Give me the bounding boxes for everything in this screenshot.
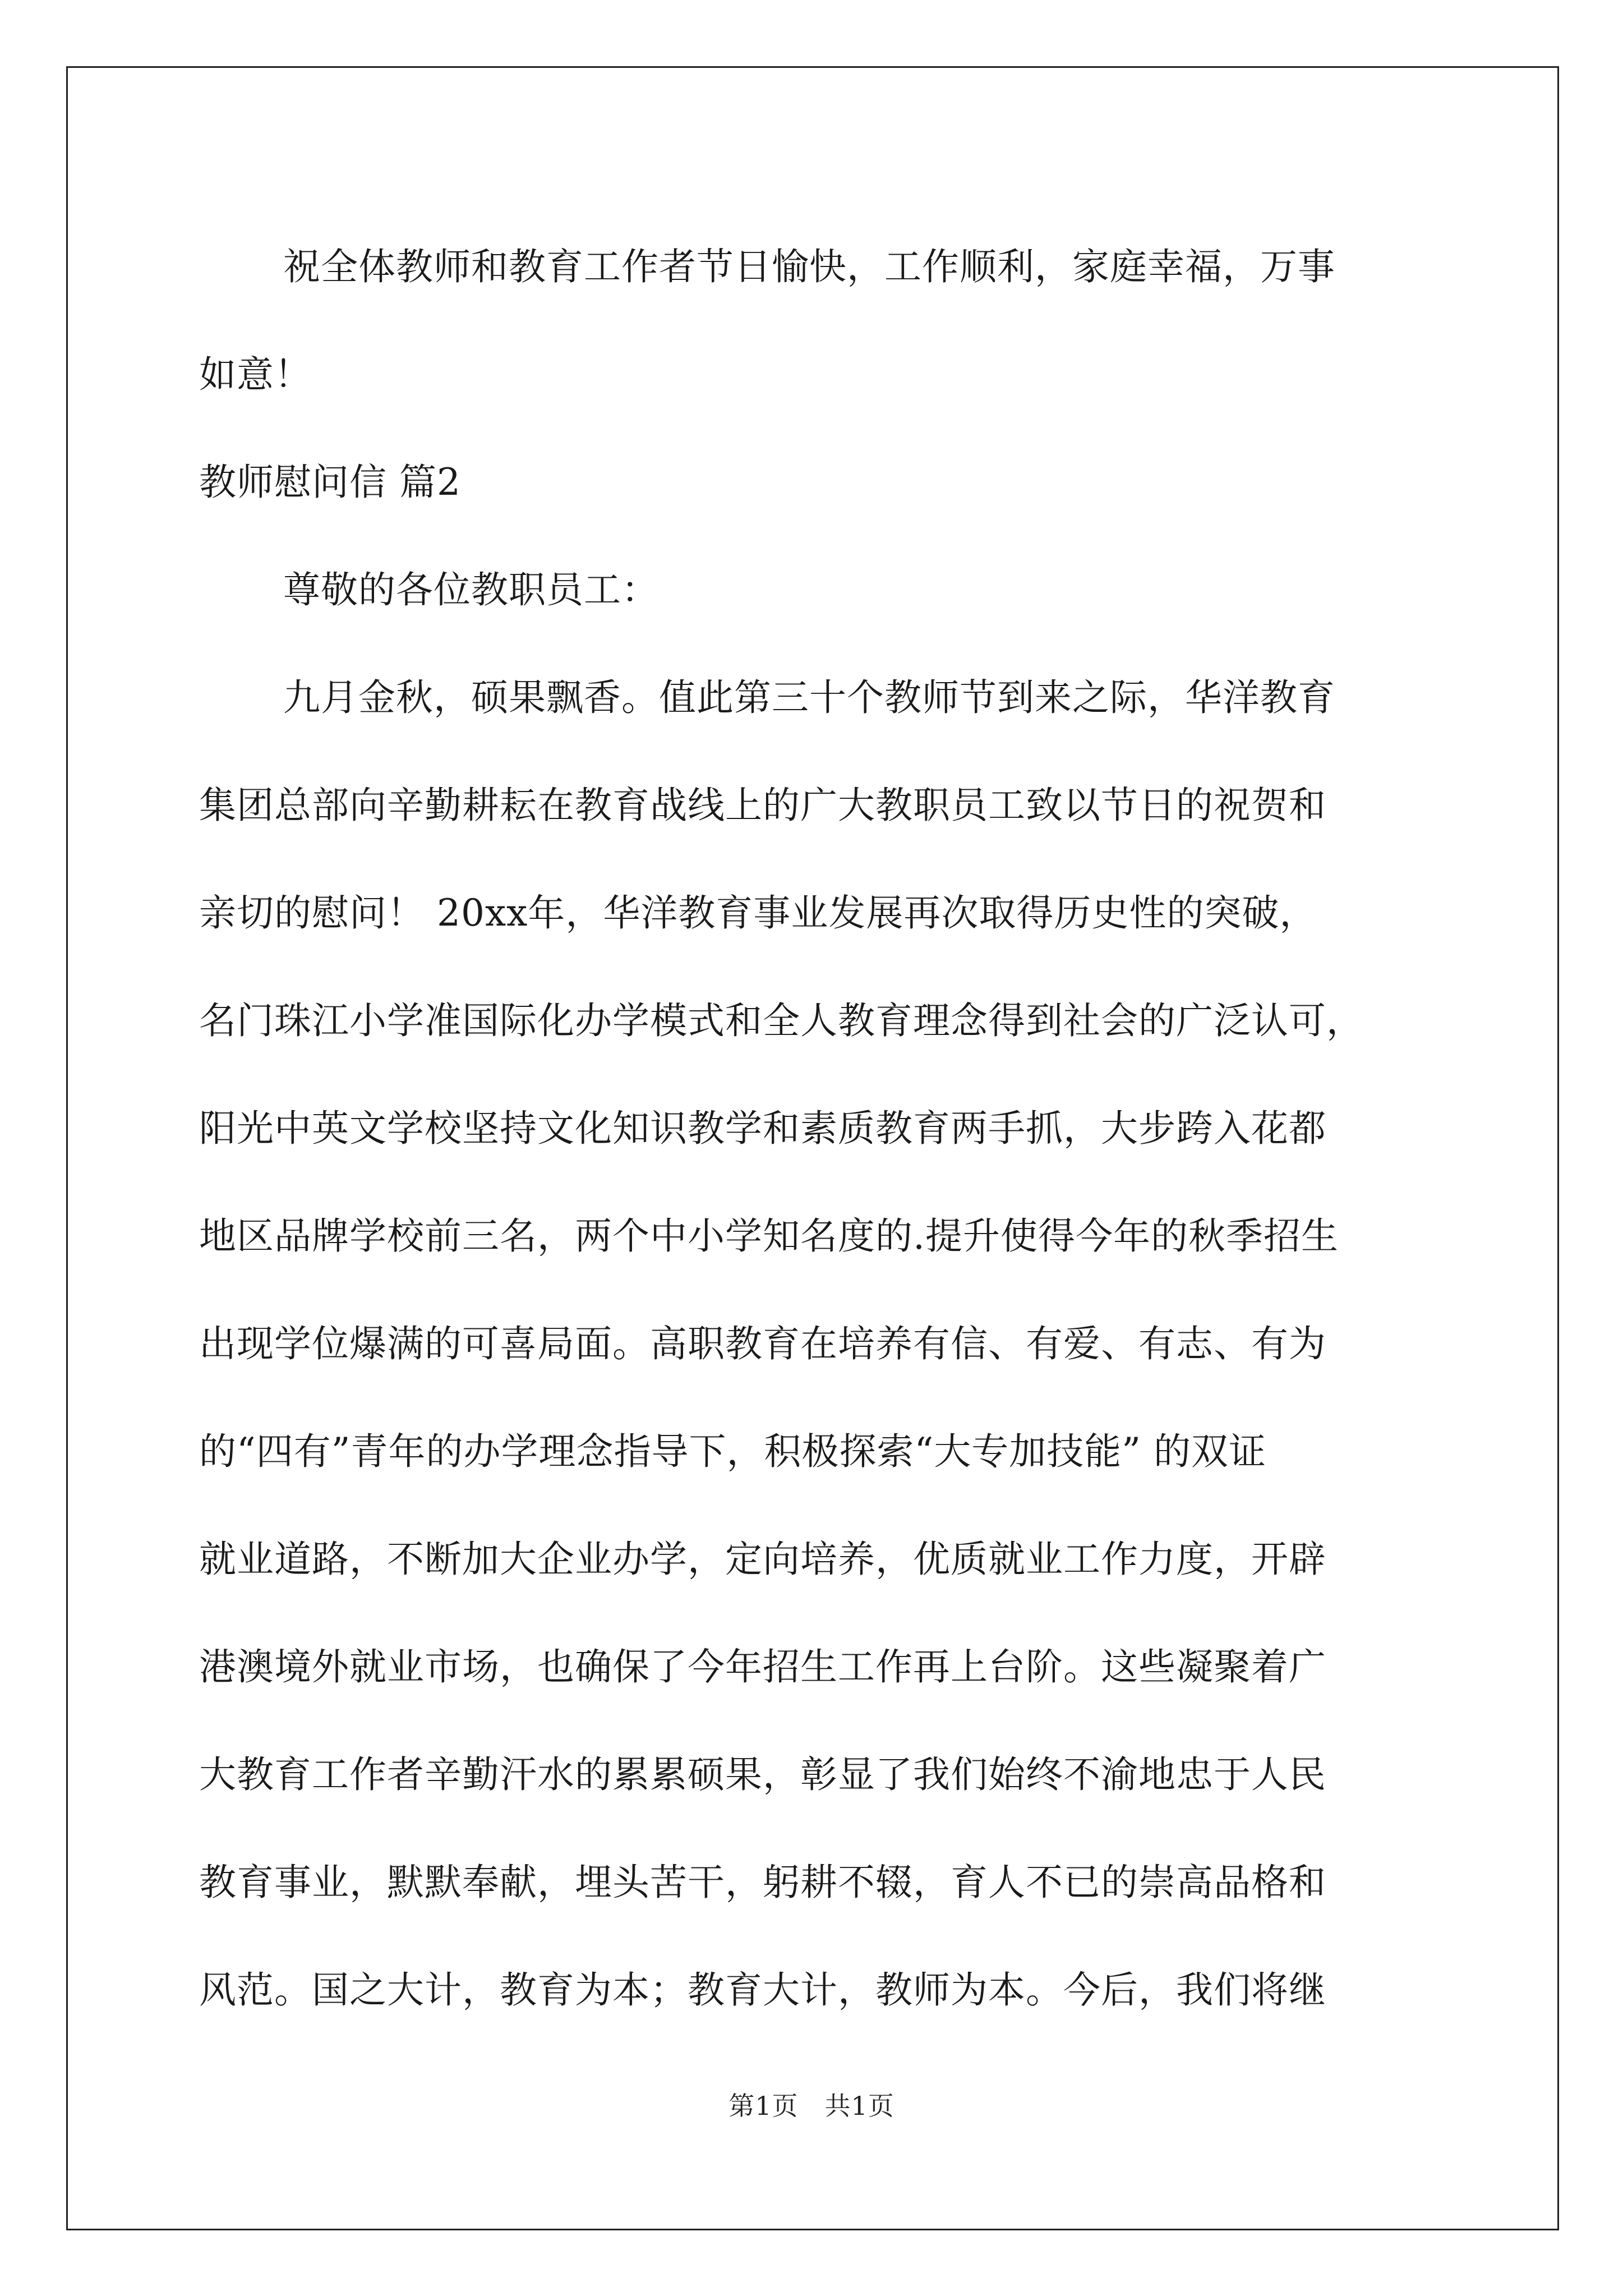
paragraph-line: 港澳境外就业市场，也确保了今年招生工作再上台阶。这些凝聚着广: [199, 1645, 1326, 1688]
salutation: 尊敬的各位教职员工：: [283, 568, 659, 611]
paragraph-line: 九月金秋，硕果飘香。值此第三十个教师节到来之际，华洋教育: [283, 676, 1335, 719]
paragraph-line: 大教育工作者辛勤汗水的累累硕果，彰显了我们始终不渝地忠于人民: [199, 1753, 1326, 1796]
page-footer: 第1页 共1页: [728, 2091, 895, 2121]
paragraph-line: 教育事业，默默奉献，埋头苦干，躬耕不辍，育人不已的崇高品格和: [199, 1861, 1326, 1904]
paragraph-line: 风范。国之大计，教育为本；教育大计，教师为本。今后，我们将继: [199, 1968, 1326, 2012]
paragraph-line: 祝全体教师和教育工作者节日愉快，工作顺利，家庭幸福，万事: [283, 245, 1335, 288]
paragraph-line: 出现学位爆满的可喜局面。高职教育在培养有信、有爱、有志、有为: [199, 1322, 1326, 1365]
document-body: [199, 213, 1458, 2044]
paragraph-line: 的“四有”青年的办学理念指导下，积极探索“大专加技能” 的双证: [199, 1430, 1266, 1473]
paragraph-line: 亲切的慰问！ 20xx年，华洋教育事业发展再次取得历史性的突破，: [199, 891, 1317, 935]
paragraph-line: 名门珠江小学准国际化办学模式和全人教育理念得到社会的广泛认可，: [199, 999, 1364, 1042]
section-heading: 教师慰问信 篇2: [199, 461, 461, 504]
paragraph-line: 地区品牌学校前三名，两个中小学知名度的.提升使得今年的秋季招生: [199, 1214, 1339, 1258]
paragraph-line: 如意！: [199, 353, 312, 396]
paragraph-line: 阳光中英文学校坚持文化知识教学和素质教育两手抓，大步跨入花都: [199, 1107, 1326, 1150]
paragraph-line: 集团总部向辛勤耕耘在教育战线上的广大教职员工致以节日的祝贺和: [199, 784, 1326, 827]
paragraph-line: 就业道路，不断加大企业办学，定向培养，优质就业工作力度，开辟: [199, 1538, 1326, 1581]
